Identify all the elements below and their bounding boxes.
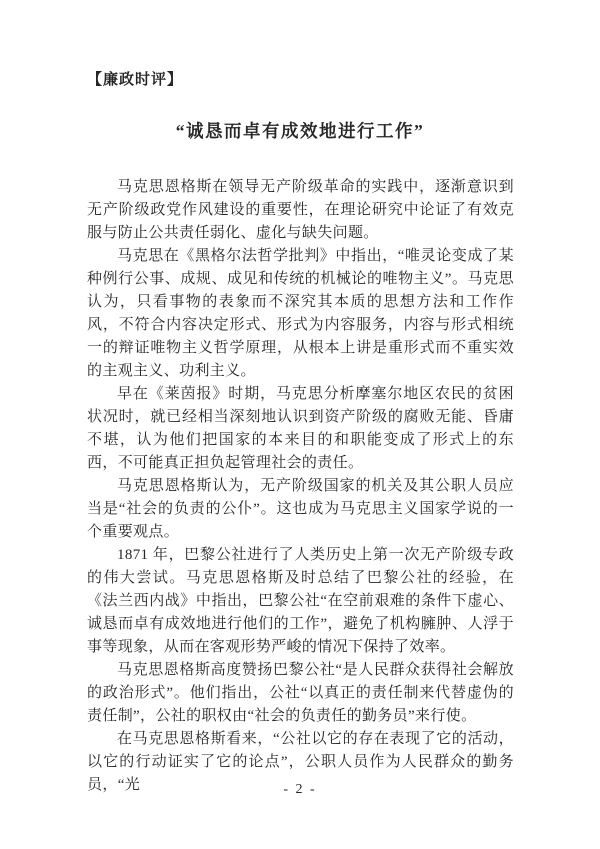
- paragraph: 1871 年，巴黎公社进行了人类历史上第一次无产阶级专政的伟大尝试。马克思恩格斯及时总结了巴黎公社的经验，在《法兰西内战》中指出，巴黎公社“在空前艰难的条件下虚心、诚恳而卓有成效地进行他们的工作”，避免了机构臃肿、人浮于事等现象，从而在客观形势严峻的情况下保持了效率。: [87, 547, 514, 655]
- document-title: “诚恳而卓有成效地进行工作”: [175, 121, 425, 141]
- paragraph: 马克思恩格斯高度赞扬巴黎公社“是人民群众获得社会解放的政治形式”。他们指出，公社“以真正的责任制来代替虚伪的责任制”，公社的职权由“社会的负责任的勤务员”来行使。: [87, 662, 514, 724]
- paragraph: 在马克思恩格斯看来，“公社以它的存在表现了它的活动，以它的行动证实了它的论点”，公职人员作为人民群众的勤务员，“光: [87, 731, 514, 793]
- page-number: - 2 -: [283, 782, 317, 797]
- paragraph: 马克思在《黑格尔法哲学批判》中指出，“唯灵论变成了某种例行公事、成规、成见和传统的机械论的唯物主义”。马克思认为，只看事物的表象而不深究其本质的思想方法和工作作风，不符合内容决定形式、形式为内容服务，内容与形式相统一的辩证唯物主义哲学原理，从根本上讲是重形式而不重实效的主观主义、功利主义。: [87, 248, 514, 379]
- paragraph: 早在《莱茵报》时期，马克思分析摩塞尔地区农民的贫困状况时，就已经相当深刻地认识到资产阶级的腐败无能、昏庸不堪，认为他们把国家的本来目的和职能变成了形式上的东西，不可能真正担负起管理社会的责任。: [87, 386, 514, 471]
- paragraph: 马克思恩格斯认为，无产阶级国家的机关及其公职人员应当是“社会的负责的公仆”。这也成为马克思主义国家学说的一个重要观点。: [87, 478, 514, 540]
- section-label: 【廉政时评】: [87, 72, 184, 88]
- paragraph: 马克思恩格斯在领导无产阶级革命的实践中，逐渐意识到无产阶级政党作风建设的重要性，在理论研究中论证了有效克服与防止公共责任弱化、虚化与缺失问题。: [87, 179, 514, 241]
- document-body: [87, 176, 514, 797]
